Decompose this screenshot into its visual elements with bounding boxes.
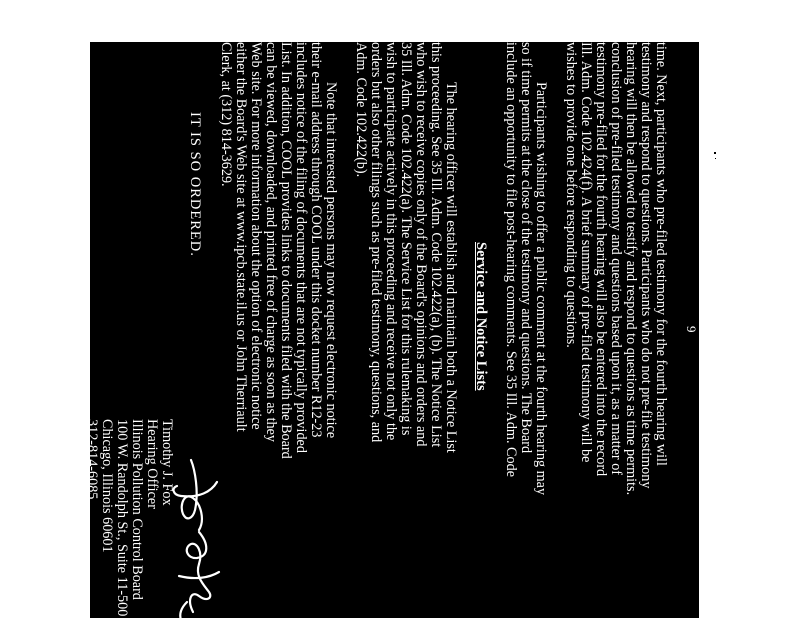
para1-line: Ill. Adm. Code 102.424(f). A brief summary of pre-filed testimony will be xyxy=(578,42,594,463)
page-number: 9 xyxy=(684,326,699,333)
sig-name: Timothy J. Fox xyxy=(159,419,175,506)
para1-line: testimony pre-filed for the fourth hearing will also be entered into the record xyxy=(593,42,609,477)
para2-line: so if time permits at the close of the testimony and questions. The Board xyxy=(518,42,534,454)
sig-city: Chicago, Illinois 60601 xyxy=(99,419,115,553)
para3-line: this proceeding. See 35 Ill. Adm. Code 102.422(a), (b). The Notice List xyxy=(428,42,444,448)
para2-line: Participants wishing to offer a public comment at the fourth hearing may xyxy=(533,82,549,496)
para3-line: wish to participate actively in this proceeding and receive not only the xyxy=(383,42,399,441)
para1-line: wishes to provide one before responding to questions. xyxy=(563,42,579,348)
order-statement: IT IS SO ORDERED. xyxy=(187,112,203,257)
sig-organization: Illinois Pollution Control Board xyxy=(129,419,145,600)
para4-line: Web site. For more information about the option of electronic notice xyxy=(248,42,264,430)
section-heading: Service and Notice Lists xyxy=(473,242,489,391)
para4-line: List. In addition, COOL provides links to documents filed with the Board xyxy=(278,42,294,459)
para1-line: time. Next, participants who pre-filed testimony for the fourth hearing will xyxy=(653,42,669,466)
sig-title: Hearing Officer xyxy=(144,419,160,509)
rotated-content xyxy=(69,42,699,618)
scan-specks xyxy=(712,148,718,162)
para1-line: conclusion of pre-filed testimony and questions based upon it, as a matter of xyxy=(608,42,624,476)
para4-line: can be viewed, downloaded, and printed free of charge as soon as they xyxy=(263,42,279,442)
para1-line: hearing will then be allowed to testify and respond to questions as time permits. xyxy=(623,42,639,496)
para3-line: Adm. Code 102.422(b). xyxy=(353,42,369,178)
para4-line: includes notice of the filing of documents that are not typically provided xyxy=(293,42,309,453)
handwritten-signature xyxy=(169,452,239,622)
para3-line: orders but also other filings such as pre-filed testimony, questions, and xyxy=(368,42,384,443)
para3-line: 35 Ill. Adm. Code 102.422(a). The Service List for this rulemaking is xyxy=(398,42,414,436)
para4-line: their e-mail address through COOL under this docket number R12-23 xyxy=(308,42,324,438)
para4-line: Note that interested persons may now request electronic notice xyxy=(323,82,339,439)
sig-phone: 312-814-6085 xyxy=(84,419,100,500)
para3-line: who wish to receive copies only of the Board's opinions and orders and xyxy=(413,42,429,447)
para1-line: testimony and respond to questions. Participants who do not pre-file testimony xyxy=(638,42,654,489)
para4-line: either the Board's Web site at www.ipcb.state.il.us or John Therriault xyxy=(233,42,249,432)
scanned-page xyxy=(69,42,699,618)
sig-email: foxt@ipcb.state.il.us xyxy=(69,419,85,537)
para3-line: The hearing officer will establish and maintain both a Notice List xyxy=(443,82,459,453)
sig-street: 100 W. Randolph St., Suite 11-500 xyxy=(114,419,130,617)
para2-line: include an opportunity to file post-hearing comments. See 35 Ill. Adm. Code xyxy=(503,42,519,478)
para4-line: Clerk, at (312) 814-3629. xyxy=(218,42,234,187)
